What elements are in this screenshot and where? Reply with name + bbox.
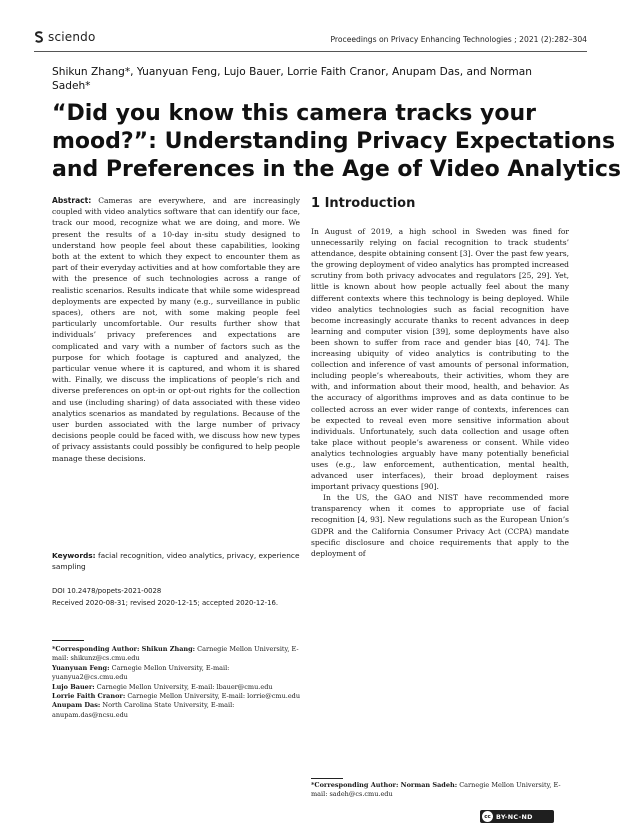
doi: DOI 10.2478/popets-2021-0028 bbox=[52, 587, 162, 595]
footnote-item bbox=[52, 683, 302, 692]
footnote-affiliation: Carnegie Mellon University, E-mail: shikunz@cs.cmu.edu bbox=[52, 645, 299, 663]
received-dates: Received 2020-08-31; revised 2020-12-15; accepted 2020-12-16. bbox=[52, 599, 279, 607]
publisher-logo bbox=[34, 30, 96, 44]
corresponding-author-footnote bbox=[311, 781, 569, 800]
footnote-affiliation: Carnegie Mellon University, E-mail: lbauer@cmu.edu bbox=[96, 682, 273, 691]
author-footnotes bbox=[52, 645, 302, 720]
author-list: Shikun Zhang*, Yuanyuan Feng, Lujo Bauer, Lorrie Faith Cranor, Anupam Das, and Norman Sadeh* bbox=[52, 66, 532, 92]
footnote-item bbox=[52, 645, 302, 664]
cc-license-badge bbox=[480, 810, 554, 823]
keywords-label: Keywords: bbox=[52, 551, 96, 560]
footnote-divider bbox=[52, 640, 84, 641]
keywords-text: facial recognition, video analytics, privacy, experience sampling bbox=[52, 551, 300, 571]
footnote-affiliation: Carnegie Mellon University, E-mail: lorrie@cmu.edu bbox=[127, 692, 301, 701]
publisher-name: sciendo bbox=[48, 30, 96, 44]
footnote-author: Yuanyuan Feng: bbox=[52, 663, 110, 672]
creative-commons-icon: cc bbox=[482, 811, 493, 822]
footnote-author: *Corresponding Author: Norman Sadeh: bbox=[311, 781, 458, 789]
abstract bbox=[52, 195, 300, 464]
title-line: mood?”: Understanding Privacy Expectations bbox=[52, 129, 616, 154]
abstract-label: Abstract: bbox=[52, 196, 92, 205]
footnote-author: Lujo Bauer: bbox=[52, 682, 95, 691]
footnote-author: Lorrie Faith Cranor: bbox=[52, 692, 126, 701]
journal-citation: Proceedings on Privacy Enhancing Technologies ; 2021 (2):282–304 bbox=[330, 35, 587, 44]
introduction-body bbox=[311, 226, 569, 559]
paragraph: In the US, the GAO and NIST have recommended more transparency when it comes to appropriate use of facial recognition [4, 93]. New regulations such as the European Union’s GDPR and the California Consumer Privacy Act (CCPA) mandate specific disclosure and choice requirements that apply to the deployment of bbox=[311, 493, 569, 558]
sciendo-logo-icon bbox=[34, 31, 44, 43]
footnote-affiliation: Carnegie Mellon University, E-mail: sadeh@cs.cmu.edu bbox=[311, 781, 561, 799]
header-divider bbox=[34, 51, 587, 52]
paper-title bbox=[52, 100, 621, 184]
footnote-divider bbox=[311, 778, 343, 779]
footnote-author: Anupam Das: bbox=[52, 701, 101, 710]
footnote-affiliation: North Carolina State University, E-mail: anupam.das@ncsu.edu bbox=[52, 701, 235, 719]
footnote-author: *Corresponding Author: Shikun Zhang: bbox=[52, 645, 196, 653]
footnote-item bbox=[52, 692, 302, 701]
keywords bbox=[52, 550, 300, 572]
footnote-affiliation: Carnegie Mellon University, E-mail: yuanyua2@cs.cmu.edu bbox=[52, 663, 230, 682]
abstract-text: Cameras are everywhere, and are increasingly coupled with video analytics software that can identify our face, track our mood, recognize what we are doing, and more. We present the results of a 10-day in-situ study designed to understand how people feel about these capabilities, looking both at the extent to which they expect to encounter them as part of their everyday activities and at how comfortable they are with the presence of such technologies across a range of realistic scenarios. Results indicate that while some widespread deployments are expected by many (e.g., surveillance in public spaces), others are not, with some making people feel particularly uncomfortable. Our results further show that individuals’ privacy preferences and expectations are complicated and vary with a number of factors such as the purpose for which footage is captured and analyzed, the particular venue where it is captured, and whom it is shared with. Finally, we discuss the implications of people’s rich and diverse preferences on opt-in or opt-out rights for the collection and use (including sharing) of data associated with these video analytics scenarios as mandated by regulations. Because of the user burden associated with the large number of privacy decisions people could be faced with, we discuss how new types of privacy assistants could possibly be configured to help people manage these decisions. bbox=[52, 196, 301, 463]
footnote-item bbox=[52, 664, 302, 683]
title-line: “Did you know this camera tracks your bbox=[52, 101, 536, 126]
license-label: BY-NC-ND bbox=[496, 812, 533, 821]
page-header bbox=[34, 30, 587, 50]
paragraph: In August of 2019, a high school in Sweden was fined for unnecessarily relying on facial recognition to track students’ attendance, despite obtaining consent [3]. Over the past few years, the growing deployment of video analytics has prompted increased scrutiny from both privacy advocates and regulators [25, 29]. Yet, little is known about how people actually feel about the many different contexts where this technology is being deployed. While video analytics technologies such as facial recognition have become increasingly accurate thanks to recent advances in deep learning and computer vision [39], some deployments have also been shown to suffer from race and gender bias [40, 74]. The increasing ubiquity of video analytics is contributing to the collection and inference of vast amounts of personal information, including people’s whereabouts, their activities, whom they are with, and information about their mood, health, and behavior. As the accuracy of algorithms improves and as data continue to be collected across an ever wider range of contexts, inferences can be expected to reveal even more sensitive information about individuals. Unfortunately, such data collection and usage often take place without people’s awareness or consent. While video analytics technologies arguably have many potentially beneficial uses (e.g., law enforcement, authentication, mental health, advanced user interfaces), their broad deployment raises important privacy questions [90]. bbox=[311, 227, 569, 492]
title-line: and Preferences in the Age of Video Analytics bbox=[52, 157, 621, 182]
section-heading: 1 Introduction bbox=[311, 196, 416, 211]
footnote-item bbox=[311, 781, 569, 800]
footnote-item bbox=[52, 701, 302, 720]
